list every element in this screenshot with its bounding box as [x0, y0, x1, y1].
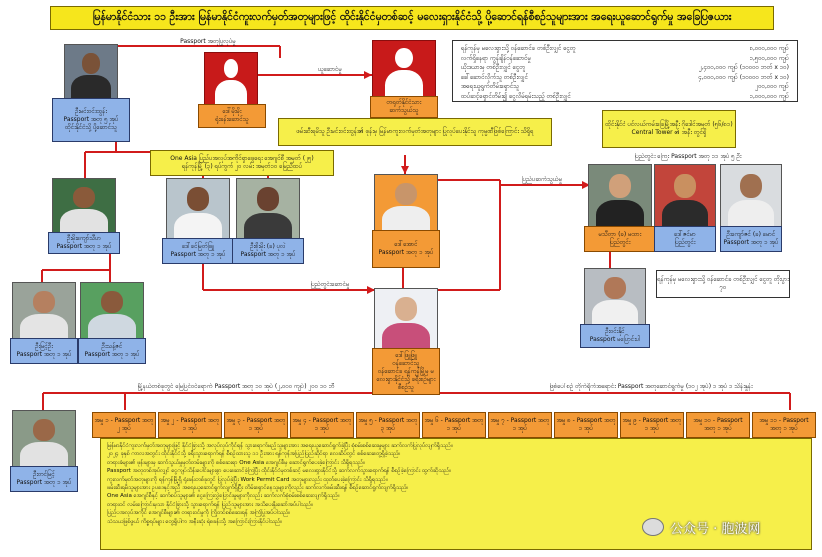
cost-legend: ရန်ကုန်မှ မလေးရှားသို့ ဝန်ဆောင်ခ တစ်ဦးလျှင် ငွေတူ ၈,၀၀၀,၀၀၀ ကျပ် လက်ရှိနေရာ ကွန်ချိန်ဝန်ဆောင်မှု ၁,၅၀၀,၀၀၀ ကျပ် ယိုးဒယားမှ တစ်ဦးလျှင် ငွေတူ ၂,၄၀၀,၀၀၀ ကျပ် (၁၀၀၀၀ ဘတ် x ၁၀) ခေါ်ဆောင်လိုက်သူ တစ်ဦးလျှင် ၄,၀၀၀,၀၀၀ ကျပ် (၁၀၀၀၀ ဘတ် x ၁၀) အရေးယူရွက်တိမ်းရှောင်သူ ၂၀၀,၀၀၀ ကျပ် ထပ်ဆင့်ရှောင်တိမ်း၍ ငွေလိမ်ရမ်းသည့် တစ်ဦးလျှင် ၁,၀၀၀,၀၀၀ ကျပ်: [452, 40, 798, 102]
photo-person-2: [52, 178, 116, 234]
label-person-10: ဦးမြင့်ဦး Passport အတု ၁ အုပ်: [10, 338, 78, 364]
case-box-2: အမှု ၂ - Passport အတု ၁ အုပ်: [158, 412, 222, 438]
label-person-3: ဒေါ်ခင်မြတ်ဖြူ Passport အတု ၁ အုပ်: [162, 238, 234, 264]
watermark: 公众号 · 胞波网: [642, 515, 810, 539]
note-top-yellow: ဖမ်းဆီးရမိသူ ဦးမင်းဝင်းထွန်း၏ ဖုန်းမှ မြန်မာကူးလက်မှတ်အတုများ ပြုလုပ်ပေးနိုင်သူ ကုမ္ပဏီဖြစ်ကြောင်း သိရှိရ: [278, 118, 552, 146]
photo-person-8: [720, 164, 782, 228]
label-person-9: ဦးဝင်းနိုင် Passport မပြောင်းပါ: [580, 324, 650, 348]
silhouette-unknown-2: [372, 40, 436, 98]
case-box-1: အမှု ၁ - Passport အတု ၂ အုပ်: [92, 412, 156, 438]
label-person-2: ဦးမိုးကျော်သီဟ Passport အတု ၁ အုပ်: [48, 232, 120, 254]
summary-line: မြန်မာနိုင်ငံကူးလက်မှတ်အတုများဖြင့် နိုင်ငံခြားသို့ အလုပ်လုပ်ကိုင်ရန် သွားရောက်မည့်သူများအား အရေးယူဆောင်ရွက်ခဲ့ပြီး စုံစမ်းစစ်ဆေးမှုများ ဆက်လက်ပြုလုပ်လျက်ရှိသည်။: [107, 443, 453, 449]
label-person-8: ဦးကျော်ဇင် (ခ) မောင် Passport အတု ၁ အုပ်: [720, 226, 782, 252]
photo-person-3: [166, 178, 230, 240]
silhouette-unknown-1: [204, 52, 258, 106]
case-box-11: အမှု ၁၁ - Passport အတု ၁ အုပ်: [752, 412, 816, 438]
case-box-4: အမှု ၄ - Passport အတု ၁ အုပ်: [290, 412, 354, 438]
label-person-12: ဦးတင်မြင့် Passport အတု ၁ အုပ်: [10, 466, 78, 492]
stats-note: ရန်ကုန်မှ မလေးရှားသို့ ဝန်ဆောင်ခ တစ်ဦးလျှင် ငွေတူ တိုးပွား ၇ဝ: [656, 270, 790, 298]
edge-label-passport: Passport အတုပြုလုပ်မှု: [180, 38, 236, 45]
case-box-7: အမှု ၇ - Passport အတု ၁ အုပ်: [488, 412, 552, 438]
case-box-6: အမှု ၆ - Passport အတု ၁ အုပ်: [422, 412, 486, 438]
case-box-5: အမှု ၅ - Passport အတု ၃ အုပ်: [356, 412, 420, 438]
case-box-8: အမှု ၈ - Passport အတု ၁ အုပ်: [554, 412, 618, 438]
photo-person-10: [12, 282, 76, 340]
edge-label-transport: ယူဆောင်မှု: [318, 66, 342, 73]
label-person-6: မသီတာ (ခ) မထား ပြည်တွင်း: [584, 226, 656, 252]
summary-line: ဖမ်းဆီးရမိသူများအား ဥပဒေနှင့်အညီ အရေးယူဆောင်ရွက်လျက်ရှိပြီး တိမ်းရှောင်နေသူများကိုလည်း ဆက်လက်ဖမ်းဆီးရန် စီစဉ်ဆောင်ရွက်လျက်ရှိသည်။: [107, 485, 409, 492]
note-thai-warehouse: ထိုင်းနိုင်ငံ ပင်လယ်ကမ်းခြေမြို့အနီး ဂိုဒေါင်အမှတ် (၅၆/၈၁) Central Tower ၏ အနီး တွင်ရှိ: [602, 110, 736, 148]
photo-person-1: [64, 44, 118, 100]
photo-person-12: [12, 410, 76, 468]
case-box-10: အမှု ၁၀ - Passport အတု ၁ အုပ်: [686, 412, 750, 438]
summary-line: Passport အတုတစ်အုပ်လျှင် ငွေကျပ်သိန်းပေါင်းများစွာ ပေးဆောင်ခဲ့ကြပြီး ထိုင်းနိုင်ငံမှတစ်ဆင့် မလေးရှားနိုင်ငံသို့ ဆက်လက်သွားရောက်ရန် စီစဉ်ခဲ့ကြောင်း ထွက်ဆိုသည်။: [107, 468, 451, 475]
edge-label-dispatch: ပြည်တွင်းဆောင်မှု: [310, 281, 350, 288]
label-person-7: ဒေါ်ဇင်မာ ပြည်တွင်း: [654, 226, 716, 252]
edge-label-contact: ပြည်ပဆက်သွယ်မှု: [521, 176, 563, 183]
summary-line: တရားဝင် လမ်းကြောင်းမှသာ နိုင်ငံခြားသို့ သွားရောက်ရန် ပြည်သူများအား အသိပေးနှိုးဆော်အပ်ပါသည်။: [107, 501, 313, 508]
photo-person-4: [236, 178, 300, 240]
label-person-4: ဦးစိုးမိုး (ခ) ပုလဲ Passport အတု ၁ အုပ်: [232, 238, 304, 264]
label-person-5: ဒေါ်အောင် Passport အတု ၁ အုပ်: [372, 230, 440, 268]
label-person-1: ဦးမင်းဝင်းထွန်း Passport အတု ၅ အုပ် ထိုင်းနိုင်ငံသို့ ပို့ဆောင်သူ: [52, 98, 130, 142]
photo-person-9: [584, 268, 646, 326]
summary-line: တရားခံများ၏ ဖုန်းများမှ ဆက်သွယ်မှုမှတ်တမ်းများကို စစ်ဆေးရာ One Asia အေဂျင်စီမှ ဆောင်ရွက်ပေးခဲ့ကြောင်း သိရှိရသည်။: [107, 459, 365, 466]
photo-person-11: [80, 282, 144, 340]
summary-line: ကူးလက်မှတ်အတုများကို ရန်ကုန်မြို့ရှိ ရုံးခန်းတစ်ခုတွင် ပြုလုပ်ခဲ့ပြီး Work Permit Card အတုများလည်း ထုတ်ပေးခဲ့ကြောင်း သိရှိရသည်။: [107, 476, 388, 483]
photo-person-7: [654, 164, 716, 228]
label-center-person: ဒေါ်ဖြူဖြူ ဝန်ဆောင်သူ ဝန်ဆောင်ခ ရန်ကုန်မြို့မှ မလေးရှားနိုင်ငံသို့ ခရီးစဉ်များ စီစဉ်သူ: [372, 348, 440, 395]
label-unknown-1: ဒေါ်မိုးမိုး ရုံးခန်းဆောင်သူ: [198, 104, 266, 128]
summary-line: One Asia အေဂျင်စီနှင့် ဆက်စပ်သူများ၏ ငွေကြေးလွှဲပြောင်းမှုများကိုလည်း ဆက်လက်စုံစမ်းစစ်ဆေးလျက်ရှိသည်။: [107, 493, 340, 500]
summary-line: ၂၀၂၄ ခုနှစ် ကာလအတွင်း ထိုင်းနိုင်ငံသို့ ခရီးသွားရောက်ရန် စီစဉ်ထားသူ ၁၁ ဦးအား ရန်ကုန်အပြည်ပြည်ဆိုင်ရာ လေဆိပ်တွင် စစ်ဆေးတွေ့ရှိခဲ့သည်။: [107, 451, 401, 458]
wechat-icon: [642, 518, 664, 536]
label-person-11: ဦးသန့်ဇင် Passport အတု ၁ အုပ်: [78, 338, 146, 364]
diagram-title: မြန်မာနိုင်ငံသား ၁၁ ဦးအား မြန်မာနိုင်ငံကူးလက်မှတ်အတုများဖြင့် ထိုင်းနိုင်ငံမှတစ်ဆင့် မလေးရှားနိုင်ငံသို့ ပို့ဆောင်ရန်စီစဉ်သူများအား အရေးယူဆောင်ရွက်မှု အခြေပြဇယား: [50, 6, 774, 30]
case-box-3: အမှု ၃ - Passport အတု ၁ အုပ်: [224, 412, 288, 438]
photo-person-6: [588, 164, 652, 228]
note-right-group: ပြည်တွင်း ကြေး Passport အတု ၁၁ အုပ် ၅ ဦး: [634, 153, 742, 160]
label-unknown-2: တရုတ်နိုင်ငံသား ဆက်သွယ်သူ: [370, 96, 438, 118]
summary-line: ပြည်ပအလုပ်အကိုင် အေဂျင်စီများ၏ တရားဝင်မှုကို ကြိုတင်စစ်ဆေးရန် အကြံပြုအပ်ပါသည်။: [107, 510, 291, 517]
case-box-9: အမှု ၉ - Passport အတု ၁ အုပ်: [620, 412, 684, 438]
photo-person-5: [374, 174, 438, 232]
photo-center-person: [374, 288, 438, 350]
header-left-cases: မြို့နယ်တစ်ခုတွင် မြေပြင်ဝင်ရောက် Passport အတု ၁၀ အုပ် (၂,၀၀၀ ကျပ်) ၂၀၀ ၁၀ ဘီ: [137, 383, 335, 390]
summary-line: သံသယဖြစ်ဖွယ် ကိစ္စရပ်များ တွေ့ရှိပါက အနီးဆုံး ရဲစခန်းသို့ အကြောင်းကြားနိုင်ပါသည်။: [107, 518, 283, 525]
note-agency: One Asia ပြည်ပအလုပ်အကိုင်ရှာဖွေရေး အေဂျင်စီ အမှတ် (၂၅) ရန်ကုန်မြို့ (၃) ရပ်ကွက် ၂၀ လမ်း အမှတ်၁၀ မြေညီထပ်: [150, 150, 334, 176]
header-right-cases: ဖြစ်ပေါ်စဉ် တိုက်ရိုက်အရောင်း Passport အတုဆောင်ရွက်မှု (၁၀၂ အုပ်) ၁ အုပ် ၁ သိန်းနှုန်း: [549, 383, 753, 390]
